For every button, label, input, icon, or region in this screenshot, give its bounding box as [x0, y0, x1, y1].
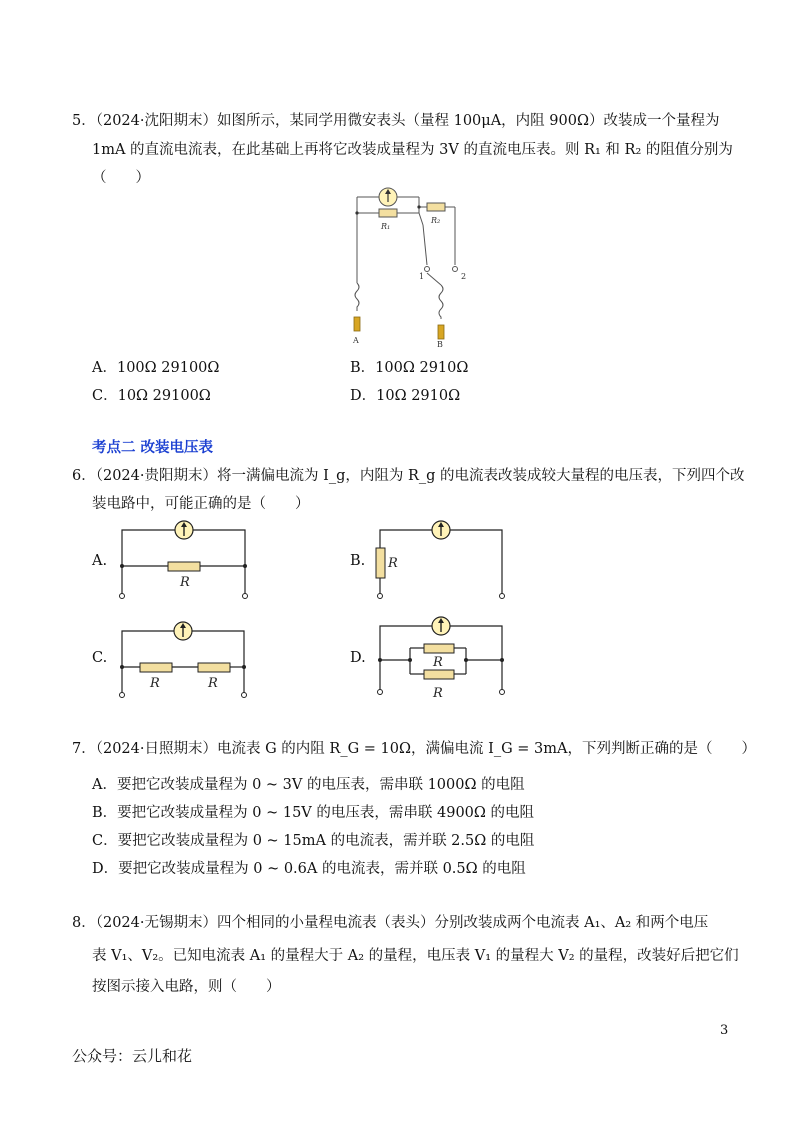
terminal-a-label: A: [353, 336, 359, 345]
q8-line3: 按图示接入电路，则（ ）: [92, 979, 281, 995]
q5-option-a: A．100Ω 29100Ω: [92, 360, 220, 376]
q6a-r-label: R: [180, 575, 190, 590]
q7-option-d: D．要把它改装成量程为 0 ~ 0.6A 的电流表，需并联 0.5Ω 的电阻: [92, 861, 526, 877]
q7-line1: 7．（2024·日照期末）电流表 G 的内阻 R_G = 10Ω，满偏电流 I_G = 3mA，下列判断正确的是（ ）: [72, 741, 756, 757]
q7-option-a: A．要把它改装成量程为 0 ~ 3V 的电压表，需串联 1000Ω 的电阻: [92, 777, 525, 793]
q5-line2: 1mA 的直流电流表，在此基础上再将它改装成量程为 3V 的直流电压表。则 R₁ 和 R₂ 的阻值分别为: [92, 142, 733, 158]
q5-circuit-figure: [345, 185, 475, 347]
q6-line1: 6．（2024·贵阳期末）将一满偏电流为 I_g，内阻为 R_g 的电流表改装成较大量程的电压表，下列四个改: [72, 468, 745, 484]
q6-circuit-d: [370, 612, 515, 707]
r2-label: R₂: [431, 216, 441, 225]
q6-circuit-b: [370, 516, 515, 600]
q6-label-c: C.: [92, 650, 108, 666]
q6b-r-label: R: [388, 556, 398, 571]
q8-line1: 8．（2024·无锡期末）四个相同的小量程电流表（表头）分别改装成两个电流表 A₁、A₂ 和两个电压: [72, 915, 709, 931]
q5-line3: （ ）: [92, 170, 150, 186]
terminal-2-label: 2: [461, 272, 467, 281]
q6-label-a: A.: [92, 553, 108, 569]
q6-circuit-a: [112, 516, 257, 600]
q5-line1: 5．（2024·沈阳期末）如图所示，某同学用微安表头（量程 100μA，内阻 900Ω）改装成一个量程为: [72, 113, 720, 129]
q5-option-d: D．10Ω 2910Ω: [350, 388, 461, 404]
page-number: 3: [720, 1023, 729, 1038]
q6c-r2-label: R: [208, 676, 218, 691]
q5-option-b: B．100Ω 2910Ω: [350, 360, 469, 376]
q6d-r2-label: R: [433, 686, 443, 701]
q7-option-c: C．要把它改装成量程为 0 ~ 15mA 的电流表，需并联 2.5Ω 的电阻: [92, 833, 535, 849]
q8-line2: 表 V₁、V₂。已知电流表 A₁ 的量程大于 A₂ 的量程，电压表 V₁ 的量程大 V₂ 的量程，改装好后把它们: [92, 948, 739, 964]
terminal-b-label: B: [437, 340, 443, 347]
q7-option-b: B．要把它改装成量程为 0 ~ 15V 的电压表，需串联 4900Ω 的电阻: [92, 805, 535, 821]
q6c-r1-label: R: [150, 676, 160, 691]
q6-label-b: B.: [350, 553, 366, 569]
q5-option-c: C．10Ω 29100Ω: [92, 388, 211, 404]
r1-label: R₁: [381, 222, 391, 231]
q6-line2: 装电路中，可能正确的是（ ）: [92, 496, 310, 512]
terminal-1-label: 1: [419, 272, 425, 281]
q6d-r1-label: R: [433, 655, 443, 670]
footer-text: 公众号：云儿和花: [72, 1047, 193, 1065]
q6-circuit-c: [112, 615, 257, 699]
section-heading: 考点二 改装电压表: [92, 440, 214, 456]
q6-label-d: D.: [350, 650, 366, 666]
